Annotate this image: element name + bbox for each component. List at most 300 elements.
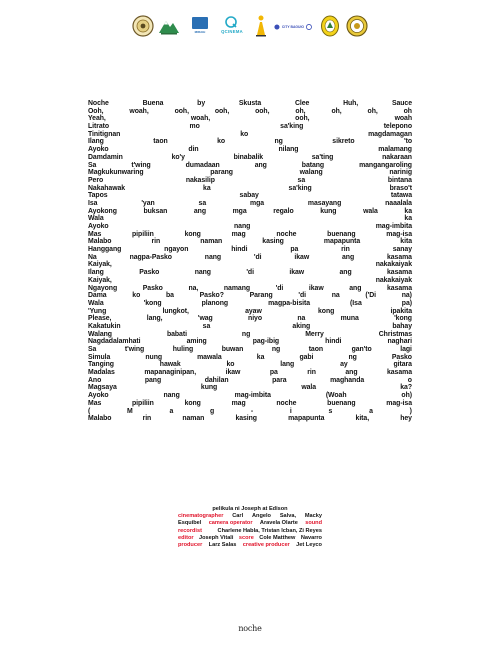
lyric-word: nagpa-Pasko xyxy=(129,253,172,261)
lyric-word: ooh, xyxy=(214,107,230,115)
blue-square-logo xyxy=(192,17,208,29)
credit-role: score xyxy=(238,534,254,541)
lyric-word: lang, xyxy=(146,315,163,323)
lyric-word: mag-isa xyxy=(386,399,412,407)
lyric-line xyxy=(88,415,412,423)
lyric-word: braso't xyxy=(389,184,412,192)
credit-name: Macky xyxy=(304,513,322,520)
lyric-word: Ayokong xyxy=(88,207,117,215)
lyric-word: huling xyxy=(172,346,194,353)
lyric-word: (Woah xyxy=(325,392,347,400)
qcinema-icon xyxy=(224,16,238,28)
lyric-word: gan'to xyxy=(351,346,372,353)
lyric-line xyxy=(88,408,412,416)
lyric-word: ba xyxy=(165,292,174,300)
lyric-word: kasama xyxy=(386,253,412,261)
lyric-word: Dama xyxy=(88,292,107,300)
lyric-word: ooh, xyxy=(255,107,270,115)
credit-role: camera operator xyxy=(208,520,253,527)
lyric-word: ikaw xyxy=(294,253,310,261)
lyric-word: batang xyxy=(301,161,325,169)
lyric-word: oh, xyxy=(331,107,342,115)
lyric-line xyxy=(88,177,412,185)
lyric-line xyxy=(88,369,412,377)
lyric-word: mapapunta xyxy=(288,415,325,423)
lyric-word: tatawa xyxy=(390,192,412,200)
lyric-word: pipiliin xyxy=(132,399,154,407)
lyric-word: Damdamin xyxy=(88,153,123,161)
lyric-line xyxy=(88,215,412,223)
lyric-word: mapapunta xyxy=(323,238,361,246)
lyric-word: Mas xyxy=(88,230,102,238)
lyric-word: o xyxy=(407,376,412,384)
city-baguio-logo xyxy=(274,23,312,31)
lyric-word: Skusta xyxy=(238,100,262,107)
lyric-line xyxy=(88,384,412,392)
lyric-word: naman xyxy=(182,415,205,423)
lyric-word: mangangaroling xyxy=(359,161,412,169)
lyric-word: Buena xyxy=(142,100,164,107)
credit-line xyxy=(178,513,322,520)
lyric-word: ka? xyxy=(400,384,412,392)
lyric-word: buenang xyxy=(327,230,356,238)
lyric-word: oh, xyxy=(367,107,378,115)
lyric-word: Malabo xyxy=(88,238,112,246)
small-round-icon xyxy=(306,24,312,30)
lyric-word: Pasko xyxy=(391,353,412,361)
lyric-word: g xyxy=(210,407,215,415)
lyric-word: 'yan xyxy=(141,199,155,207)
lyric-word: ko xyxy=(240,130,249,138)
credit-name: Joseph Vitali xyxy=(199,534,234,541)
lyric-line xyxy=(88,338,412,346)
lyric-word: Mas xyxy=(88,399,102,407)
lyric-line xyxy=(88,108,412,116)
qcinema-logo-text: QCINEMA xyxy=(221,29,243,34)
lyric-word: aming xyxy=(186,338,207,346)
lyric-word: kita, xyxy=(355,415,370,423)
lyric-word: Litrato xyxy=(88,123,110,131)
credit-line xyxy=(178,506,322,513)
lyric-word: lagi xyxy=(400,346,412,353)
lyric-word: buenang xyxy=(327,399,356,407)
lyric-word: kong xyxy=(184,230,201,238)
credit-name: Salva, xyxy=(279,513,297,520)
lyric-line xyxy=(88,392,412,400)
lyric-word: nang xyxy=(194,269,211,277)
lyric-word: Pasko? xyxy=(199,292,224,300)
lyric-word: ko xyxy=(132,292,141,300)
lyric-word: masayang xyxy=(307,199,342,207)
lyric-word: naghari xyxy=(387,338,412,346)
lyric-word: Sauce xyxy=(391,100,412,107)
lyric-word: regalo xyxy=(273,207,294,215)
lyric-word: nakaraan xyxy=(382,153,412,161)
lyric-word: mapanaginipan, xyxy=(144,369,197,377)
lyric-word: kung xyxy=(200,384,218,392)
lyric-word: Magkukunwaring xyxy=(88,169,144,177)
lyric-word: lang xyxy=(280,361,295,369)
lyric-word: Nakahawak xyxy=(88,184,126,192)
lyric-word: sa'king xyxy=(288,184,312,192)
lyric-word: Wala xyxy=(88,215,104,223)
credit-role: cinematographer xyxy=(178,513,224,520)
credit-role: producer xyxy=(178,542,203,549)
lyric-word: sikreto xyxy=(332,138,355,146)
lyric-word: Ayoko xyxy=(88,392,109,400)
lyric-line xyxy=(88,377,412,385)
lyric-word: pa) xyxy=(401,299,412,307)
lyric-word: Kaiyak, xyxy=(88,261,112,269)
lyric-word: ( xyxy=(88,407,91,415)
lyric-word: na xyxy=(331,292,340,300)
lyric-word: ('Di xyxy=(365,292,376,300)
lyric-word: Nagdadalamhati xyxy=(88,338,141,346)
lyric-line xyxy=(88,131,412,139)
lyric-line xyxy=(88,169,412,177)
lyric-line xyxy=(88,185,412,193)
sponsor-logo-strip xyxy=(0,14,500,38)
lyric-line xyxy=(88,208,412,216)
lyric-line xyxy=(88,254,412,262)
lyric-line xyxy=(88,154,412,162)
lyric-word: 'wag xyxy=(197,315,213,323)
lyric-word: Kaiyak, xyxy=(88,276,112,284)
city-emblem-icon xyxy=(274,24,280,30)
lyric-word: taon xyxy=(308,346,324,353)
credit-name: pelikula ni Joseph at Edison xyxy=(212,506,288,512)
lyric-word: noche xyxy=(276,230,297,238)
lyric-word: pa xyxy=(269,369,278,377)
lyric-word: hindi xyxy=(231,246,248,254)
credit-role: creative producer xyxy=(242,542,290,549)
lyric-word: t'wing xyxy=(124,346,145,353)
credit-name: Aravela Olarte xyxy=(259,520,298,527)
lyric-word: Merry xyxy=(305,330,324,338)
lyric-word: nang xyxy=(234,223,251,230)
lyric-word: gabi xyxy=(299,353,314,361)
lyric-word: Pasko xyxy=(139,269,160,277)
lyric-word: ooh, xyxy=(174,107,189,115)
lyric-word: ang xyxy=(349,284,362,292)
city-baguio-text: CITY BAGUIO xyxy=(281,25,305,29)
lyric-word: pang xyxy=(144,376,162,384)
lyric-word: nilang xyxy=(278,146,299,154)
lyric-word: ng xyxy=(348,353,357,361)
lyric-word: Ngayong xyxy=(88,284,118,292)
credit-role: sound xyxy=(305,520,322,527)
lyric-word: buksan xyxy=(143,207,168,215)
lyric-word: ka xyxy=(256,353,265,361)
lyric-word: dahilan xyxy=(204,376,229,384)
lyric-word: woah, xyxy=(129,107,149,115)
lyric-word: Wala xyxy=(88,299,104,307)
lyric-word: nang xyxy=(163,392,180,400)
lyric-line xyxy=(88,354,412,362)
lyric-word: (Isa xyxy=(350,299,362,307)
lyric-word: ikaw xyxy=(225,369,241,377)
lyric-word: Huh, xyxy=(343,100,359,107)
lyric-word: 'kong xyxy=(394,315,412,323)
lyric-word: Ooh, xyxy=(88,107,104,115)
lyric-line xyxy=(88,162,412,170)
yellow-figure-logo xyxy=(255,15,267,37)
lyric-word: ka xyxy=(404,215,412,223)
lyric-line xyxy=(88,361,412,369)
mountain-logo xyxy=(158,17,180,35)
lyric-word: rin xyxy=(341,246,350,254)
lyric-word: Walang xyxy=(88,330,112,338)
lyric-line xyxy=(88,315,412,323)
lyric-word: ko'y xyxy=(171,153,185,161)
lyric-line xyxy=(88,323,412,331)
lyric-line xyxy=(88,292,412,300)
lyric-word: ko xyxy=(226,361,235,369)
lyric-word: a xyxy=(369,407,373,415)
lyric-word: ngayon xyxy=(164,246,189,254)
lyric-word: nakasilip xyxy=(185,176,215,184)
lyric-word: Yeah, xyxy=(88,115,106,123)
credit-line xyxy=(178,520,322,527)
lyric-word: nakakaiyak xyxy=(375,276,412,284)
lyric-word: kasama xyxy=(386,369,412,377)
lyric-word: bahay xyxy=(392,322,412,330)
film-credits-block xyxy=(178,506,322,549)
lyric-word: kasama xyxy=(387,269,412,277)
lyric-word: ang xyxy=(254,161,267,169)
lyric-word: ka xyxy=(404,207,412,215)
lyric-word: Christmas xyxy=(378,330,412,338)
lyric-word: kong xyxy=(318,307,335,315)
lyric-word: s xyxy=(328,407,333,415)
lyric-word: Ilang xyxy=(88,269,104,277)
lyric-word: mag xyxy=(231,230,246,238)
lyric-word: magdamagan xyxy=(368,130,412,138)
lyric-word: pipiliin xyxy=(132,230,154,238)
lyric-line xyxy=(88,123,412,131)
lyric-word: sa'king xyxy=(280,123,304,131)
lyric-word: ng xyxy=(241,330,251,338)
credit-name: Carl xyxy=(232,513,244,520)
lyric-line xyxy=(88,261,412,269)
lyric-line xyxy=(88,200,412,208)
lyric-word: kasing xyxy=(262,238,284,246)
lyric-word: sabay xyxy=(239,192,259,200)
lyric-word: muna xyxy=(340,315,359,323)
lyric-word: t'wing xyxy=(131,161,151,169)
lyric-word: Please, xyxy=(88,315,112,323)
lyric-word: na, xyxy=(188,284,199,292)
lyric-word: rin xyxy=(307,369,316,377)
lyric-line xyxy=(88,238,412,246)
lyric-line xyxy=(88,246,412,254)
lyric-word: sa xyxy=(202,322,211,330)
lyric-word: walang xyxy=(299,169,323,177)
lyric-word: wala xyxy=(301,384,317,392)
lyric-word: Hanggang xyxy=(88,246,122,254)
lyric-word: lungkot, xyxy=(162,307,189,315)
lyric-word: 'di xyxy=(253,253,262,261)
lyric-word: mawala xyxy=(197,353,222,361)
lyric-word: mga xyxy=(250,199,265,207)
lyric-word: hey xyxy=(400,415,412,423)
lyric-word: niyo xyxy=(248,315,262,323)
credit-name: Navarro xyxy=(300,534,322,541)
lyric-word: oh) xyxy=(401,392,412,400)
lyric-line xyxy=(88,300,412,308)
lyric-word: Tanging xyxy=(88,361,114,369)
lyric-word: - xyxy=(250,407,254,415)
lyric-word: 'kong xyxy=(143,299,162,307)
lyric-word: malamang xyxy=(378,146,412,154)
lyric-word: ay xyxy=(340,361,348,369)
lyric-word: mag-imbita xyxy=(234,392,271,400)
lyric-word: woah xyxy=(394,115,412,123)
lyric-word: mag-imbita xyxy=(375,223,412,230)
lyric-word: 'di xyxy=(275,284,284,292)
lyric-line xyxy=(88,146,412,154)
lyric-word: Ayoko xyxy=(88,223,109,230)
lyric-word: ang xyxy=(339,269,352,277)
lyric-word: noche xyxy=(276,399,297,407)
lyric-word: nakakaiyak xyxy=(375,261,412,269)
lyric-word: ang xyxy=(193,207,206,215)
lyric-word: na) xyxy=(401,292,412,300)
lyric-word: Kakatukin xyxy=(88,322,121,330)
lyric-word: mo xyxy=(189,123,200,131)
lyric-word: binabalik xyxy=(233,153,264,161)
lyric-word: Parang xyxy=(249,292,273,300)
lyric-word: Pero xyxy=(88,176,104,184)
lyric-word: kasing xyxy=(235,415,257,423)
lyric-word: pag-ibig xyxy=(252,338,280,346)
lyric-word: Na xyxy=(88,253,97,261)
lyric-word: naman xyxy=(200,238,223,246)
lyric-line xyxy=(88,277,412,285)
lyric-word: Ano xyxy=(88,376,102,384)
lyric-word: Ilang xyxy=(88,138,104,146)
lyric-word: nang xyxy=(204,253,222,261)
credit-role: editor xyxy=(178,534,194,541)
credit-line xyxy=(178,542,322,549)
lyric-word: ) xyxy=(409,407,412,415)
lyric-word: ng xyxy=(274,138,283,146)
lyric-word: kung xyxy=(320,207,337,215)
lyric-word: 'to xyxy=(404,138,412,146)
credit-role: recordist xyxy=(178,527,202,534)
lyric-word: Sa xyxy=(88,346,97,353)
lyric-word: ooh, xyxy=(295,115,310,123)
lyric-word: 'Yung xyxy=(88,307,107,315)
lyric-line xyxy=(88,231,412,239)
lyric-line xyxy=(88,138,412,146)
lyric-word: ikaw xyxy=(289,269,305,277)
credit-name: Jet Leyco xyxy=(296,542,322,549)
lyric-word: woah, xyxy=(190,115,211,123)
lyric-word: pa xyxy=(290,246,299,254)
lyric-line xyxy=(88,285,412,293)
lyric-word: hindi xyxy=(325,338,342,346)
lyric-word: kita xyxy=(400,238,412,246)
lyric-word: ka xyxy=(203,184,211,192)
lyric-word: Isa xyxy=(88,199,98,207)
credit-name: Charlene Habla, Tristan Icban, Zi Reyes xyxy=(217,527,322,534)
lyric-word: bintana xyxy=(387,176,412,184)
lyric-line xyxy=(88,269,412,277)
lyric-word: 'di xyxy=(298,292,306,300)
credit-line xyxy=(178,528,322,535)
lyric-word: i xyxy=(289,407,292,415)
blue-square-logo-caption: MIRAIH xyxy=(194,30,206,34)
credit-name: Cole Matthew xyxy=(259,534,296,541)
credit-name: Larz Salas xyxy=(208,542,237,549)
circle-seal-emblem xyxy=(132,15,154,37)
lyric-word: mga xyxy=(232,207,247,215)
lyric-word: din xyxy=(188,146,199,154)
lyric-word: buwan xyxy=(221,346,244,353)
lyric-word: para xyxy=(272,376,287,384)
lyric-word: namang xyxy=(223,284,251,292)
lyric-word: parang xyxy=(210,169,233,177)
lyric-word: Pasko xyxy=(142,284,163,292)
yellow-seal-emblem xyxy=(320,15,340,37)
lyric-word: Madalas xyxy=(88,369,115,377)
noche-signature: noche xyxy=(238,624,262,633)
lyric-line xyxy=(88,400,412,408)
lyric-word: Magsaya xyxy=(88,384,117,392)
lyric-word: Clee xyxy=(294,100,310,107)
lyric-word: nung xyxy=(145,353,163,361)
lyric-word: hawak xyxy=(159,361,181,369)
lyric-line xyxy=(88,346,412,354)
lyric-word: aking xyxy=(292,322,311,330)
lyric-line xyxy=(88,223,412,231)
lyric-word: babati xyxy=(166,330,187,338)
lyric-word: Tapos xyxy=(88,192,108,200)
lyric-word: sa'ting xyxy=(311,153,334,161)
lyric-word: narinig xyxy=(389,169,412,177)
lyric-word: ang xyxy=(345,369,358,377)
lyric-word: ipakita xyxy=(390,307,412,315)
lyric-word: Simula xyxy=(88,353,111,361)
lyric-word: by xyxy=(197,100,206,107)
lyric-word: mag xyxy=(231,399,246,407)
lyric-word: M xyxy=(127,407,133,415)
lyric-word: gitara xyxy=(393,361,412,369)
lyric-word: telepono xyxy=(383,123,412,131)
lyric-word: oh xyxy=(403,107,412,115)
credit-line xyxy=(178,535,322,542)
credit-name: Esquibel xyxy=(178,520,202,527)
lyric-word: ikaw xyxy=(308,284,324,292)
lyric-word: rin xyxy=(151,238,161,246)
lyric-word: naaalala xyxy=(385,199,412,207)
lyric-word: Tinitignan xyxy=(88,130,121,138)
lyric-word: magpa-bisita xyxy=(268,299,310,307)
lyric-word: dumadaan xyxy=(185,161,220,169)
lyric-word: sanay xyxy=(392,246,412,254)
lyric-word: oh, xyxy=(295,107,306,115)
lyric-line xyxy=(88,115,412,123)
lyric-word: wala xyxy=(363,207,378,215)
song-lyrics-block xyxy=(88,100,412,423)
lyric-word: rin xyxy=(142,415,152,423)
lyric-word: Malabo xyxy=(88,415,112,423)
lyric-line xyxy=(88,331,412,339)
lyric-line xyxy=(88,192,412,200)
lyric-word: mag-isa xyxy=(386,230,412,238)
lyric-word: Sa xyxy=(88,161,97,169)
